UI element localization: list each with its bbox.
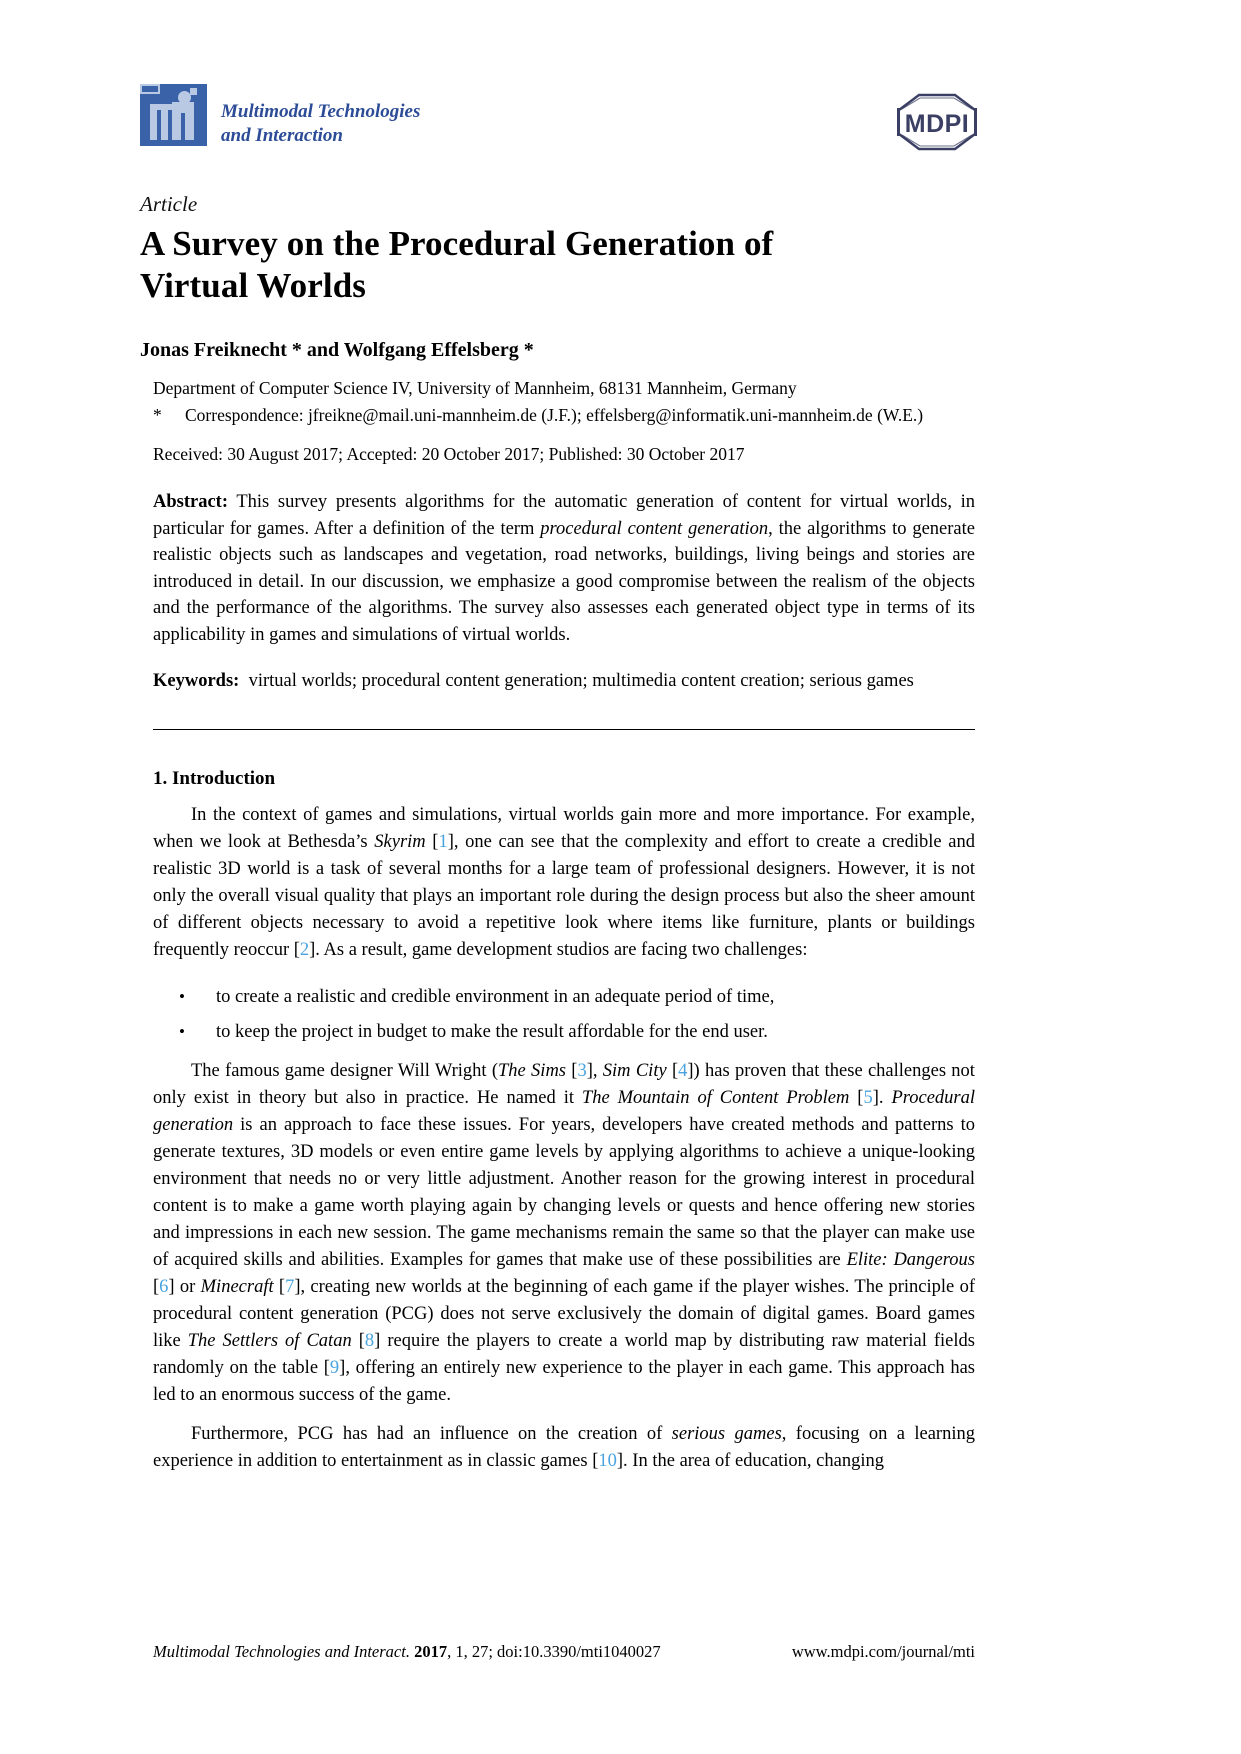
p2-seg4: [ xyxy=(666,1060,679,1081)
masthead xyxy=(140,84,975,170)
correspondence-marker: * xyxy=(153,405,162,425)
keywords-text: virtual worlds; procedural content generation; multimedia content creation; serious games xyxy=(248,671,914,691)
p3-seg1: Furthermore, PCG has had an influence on the creation of xyxy=(191,1423,672,1444)
p1-italic-skyrim: Skyrim xyxy=(374,831,426,852)
p3-seg3: ]. In the area of education, changing xyxy=(616,1450,884,1471)
p3-italic-serious-games: serious games xyxy=(671,1423,782,1444)
citation-9[interactable]: 9 xyxy=(329,1357,340,1378)
correspondence-line xyxy=(153,403,975,428)
p2-italic-procedural-generation: Procedural generation xyxy=(153,1087,976,1135)
p2-seg14: ] require the players to create a world map by distributing raw material fields randomly on the table [ xyxy=(153,1330,975,1378)
footer-doi: doi:10.3390/mti1040027 xyxy=(497,1642,661,1661)
correspondence-text: Correspondence: jfreikne@mail.uni-mannheim.de (J.F.); effelsberg@informatik.uni-mannheim.de (W.E.) xyxy=(185,405,924,425)
author-list: Jonas Freiknecht * and Wolfgang Effelsberg * xyxy=(140,339,534,361)
p2-italic-mountain-of-content: The Mountain of Content Problem xyxy=(581,1087,850,1108)
page-content xyxy=(140,84,975,1475)
p2-italic-settlers-of-catan: The Settlers of Catan xyxy=(187,1330,352,1351)
affiliation-block xyxy=(140,376,975,428)
article-type-label: Article xyxy=(140,192,198,216)
journal-title xyxy=(221,84,420,148)
p1-seg2: [ xyxy=(425,831,439,852)
p2-seg6: [ xyxy=(849,1087,864,1108)
header-divider xyxy=(153,729,975,730)
multimodal-technologies-journal-logo-icon xyxy=(140,84,207,146)
section-heading-introduction: 1. Introduction xyxy=(153,767,276,789)
paper-title-line1: A Survey on the Procedural Generation of xyxy=(140,224,774,263)
p2-seg9: [ xyxy=(153,1276,160,1297)
list-item: • to keep the project in budget to make the result affordable for the end user. xyxy=(153,1019,975,1046)
p2-italic-elite-dangerous: Elite: Dangerous xyxy=(846,1249,975,1270)
p2-seg13: [ xyxy=(351,1330,365,1351)
citation-2[interactable]: 2 xyxy=(299,939,310,960)
p1-seg3: ], one can see that the complexity and effort to create a credible and realistic 3D world is a task of several months for a large team of professional designers. However, it is not only the overall visual quality that plays an important role during the design process but also the sheer amount of different objects necessary to avoid a repetitive look where items like furniture, plants or buildings frequently reoccur [ xyxy=(153,831,975,960)
affiliation-line: Department of Computer Science IV, University of Mannheim, 68131 Mannheim, Germany xyxy=(153,378,797,398)
citation-7[interactable]: 7 xyxy=(285,1276,295,1297)
keywords xyxy=(140,668,975,695)
abstract-italic-term: procedural content generation xyxy=(540,518,769,539)
abstract-text-part1: This survey presents algorithms for the automatic generation of content for virtual worlds, in particular for games. After a definition of the term xyxy=(153,492,975,539)
p2-seg10: ] or xyxy=(168,1276,201,1297)
citation-3[interactable]: 3 xyxy=(577,1060,587,1081)
footer-citation xyxy=(153,1642,661,1662)
mdpi-wordmark: MDPI xyxy=(904,110,970,138)
publication-dates: Received: 30 August 2017; Accepted: 20 October 2017; Published: 30 October 2017 xyxy=(153,444,745,464)
citation-5[interactable]: 5 xyxy=(863,1087,873,1108)
p2-seg1: The famous game designer Will Wright ( xyxy=(191,1060,499,1081)
p2-italic-sim-city: Sim City xyxy=(602,1060,667,1081)
p2-italic-the-sims: The Sims xyxy=(498,1060,567,1081)
p2-seg8: is an approach to face these issues. For years, developers have created methods and patterns to generate textures, 3D models or even entire game levels by applying algorithms to achieve a unique-looking environment that needs no or very little adjustment. Another reason for the growing interest in procedural content is to make a game worth playing again by changing levels or quests and hence offering new stories and impressions in each new session. The game mechanisms remain the same so that the player can make use of acquired skills and abilities. Examples for games that make use of these possibilities are xyxy=(153,1114,975,1270)
p2-seg11: [ xyxy=(273,1276,286,1297)
keywords-label: Keywords: xyxy=(153,671,240,691)
intro-paragraph-2 xyxy=(140,1058,975,1409)
p2-italic-minecraft: Minecraft xyxy=(200,1276,274,1297)
p2-seg2: [ xyxy=(566,1060,578,1081)
citation-6[interactable]: 6 xyxy=(159,1276,169,1297)
challenges-list xyxy=(140,984,975,1046)
footer-volume: , 1, 27; xyxy=(447,1642,498,1661)
footer-year: 2017 xyxy=(414,1642,448,1661)
paper-title-line2: Virtual Worlds xyxy=(140,266,367,305)
abstract-text-part2: , the algorithms to generate realistic objects such as landscapes and vegetation, road networks, buildings, living beings and stories are introduced in detail. In our discussion, we emphasize a good compromise between the realism of the objects and the performance of the algorithms. The survey also assesses each generated object type in terms of its applicability in games and simulations of virtual worlds. xyxy=(153,518,975,645)
p1-seg1: In the context of games and simulations, virtual worlds gain more and more importance. For example, when we look at Bethesda’s xyxy=(153,804,975,852)
p2-seg12: ], creating new worlds at the beginning of each game if the player wishes. The principle of procedural content generation (PCG) does not serve exclusively the domain of digital games. Board games like xyxy=(153,1276,975,1351)
p2-seg7: ]. xyxy=(872,1087,892,1108)
intro-paragraph-3 xyxy=(140,1421,975,1475)
citation-4[interactable]: 4 xyxy=(678,1060,688,1081)
journal-brand xyxy=(140,84,975,148)
abstract-label: Abstract: xyxy=(153,492,229,512)
abstract xyxy=(140,489,975,648)
page-footer xyxy=(153,1642,975,1662)
p2-seg15: ], offering an entirely new experience to the player in each game. This approach has led to an enormous success of the game. xyxy=(153,1357,975,1405)
list-item: • to create a realistic and credible environment in an adequate period of time, xyxy=(153,984,975,1011)
p1-seg4: ]. As a result, game development studios are facing two challenges: xyxy=(309,939,808,960)
footer-journal-abbrev: Multimodal Technologies and Interact. xyxy=(153,1642,410,1661)
citation-10[interactable]: 10 xyxy=(598,1450,617,1471)
citation-8[interactable]: 8 xyxy=(364,1330,375,1351)
p2-seg3: ], xyxy=(586,1060,603,1081)
p2-seg5: ]) has proven that these challenges not only exist in theory but also in practice. He named it xyxy=(153,1060,975,1108)
page-title xyxy=(140,223,975,307)
mdpi-logo-icon xyxy=(889,90,985,154)
journal-title-line1: Multimodal Technologies xyxy=(221,101,421,122)
footer-url[interactable]: www.mdpi.com/journal/mti xyxy=(791,1642,975,1661)
citation-1[interactable]: 1 xyxy=(438,831,448,852)
p3-seg2: , focusing on a learning experience in addition to entertainment as in classic games [ xyxy=(153,1423,975,1471)
intro-paragraph-1 xyxy=(140,802,975,964)
journal-title-line2: and Interaction xyxy=(221,125,343,146)
